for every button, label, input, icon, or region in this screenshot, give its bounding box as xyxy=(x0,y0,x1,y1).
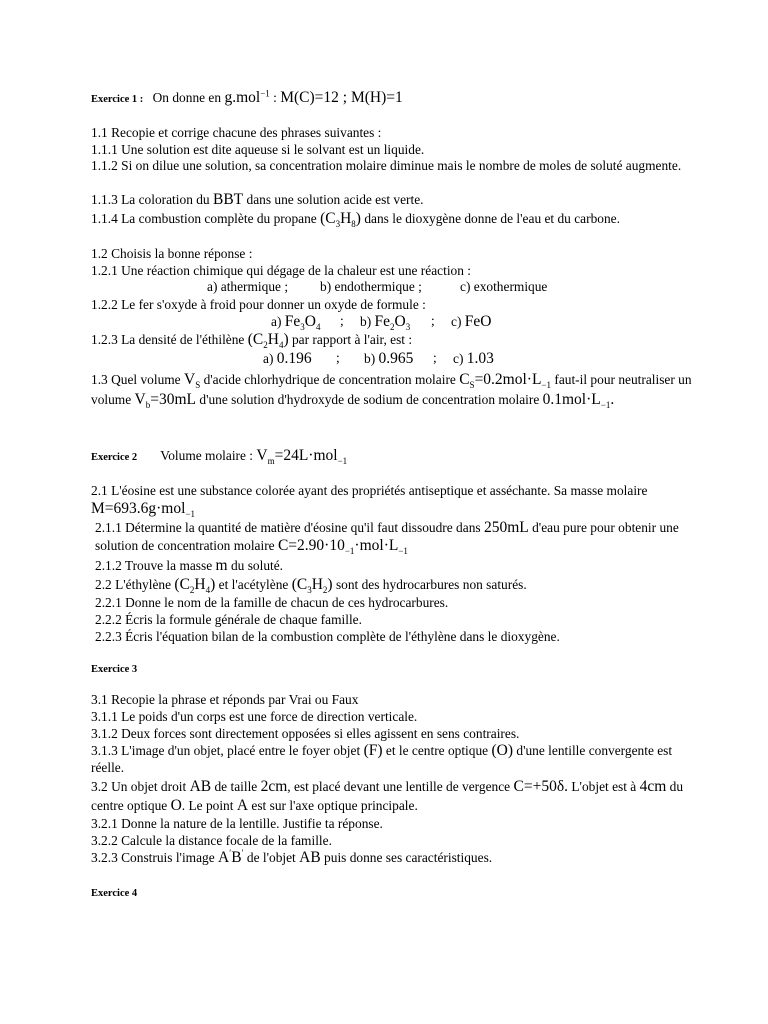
q2-2-text-a: 2.2 L'éthylène xyxy=(95,577,172,592)
q3-2-text-b: de taille xyxy=(214,779,258,794)
molar-volume: $V_m=24L\cdot mol_{-1}$ xyxy=(256,447,348,467)
q1-1-4-text-a: 1.1.4 La combustion complète du propane xyxy=(91,211,317,226)
q3-1-3-focus: (F) xyxy=(363,742,383,759)
q1-2-3-text-b: par rapport à l'air, est : xyxy=(291,332,413,347)
q1-2-3-sep-1: ; xyxy=(336,350,340,365)
exercise-4-title: Exercice 4 xyxy=(91,888,138,899)
q3-2-3-text-a: 3.2.3 Construis l'image xyxy=(91,850,215,865)
ex1-unit: g.mol xyxy=(224,89,261,106)
q3-1-3 xyxy=(91,742,708,776)
q1-2-3 xyxy=(91,331,708,351)
ethylene-formula-2: $(C_2H_4)$ xyxy=(174,576,216,596)
q3-2-3-object-ab: AB xyxy=(299,849,321,866)
q3-2-text-d: L'objet est à xyxy=(571,779,637,794)
q1-3-text-2: d'acide chlorhydrique de concentration molaire xyxy=(203,372,456,387)
q2-1-1 xyxy=(95,519,708,555)
q1-2-1-option-b: b) endothermique ; xyxy=(320,279,422,294)
q1-2-3-option-c: c) 1.03 xyxy=(453,350,494,367)
q3-2-distance: 4cm xyxy=(639,778,667,795)
q1-2-2: 1.2.2 Le fer s'oxyde à froid pour donner un oxyde de formule : xyxy=(91,297,426,312)
q1-1-3 xyxy=(91,191,708,208)
exercise-2-title: Exercice 2 xyxy=(91,452,138,463)
q3-2-3-text-c: puis donne ses caractéristiques. xyxy=(324,850,493,865)
q2-1-1-text-a: 2.1.1 Détermine la quantité de matière d'éosine qu'il faut dissoudre dans xyxy=(95,520,481,535)
q3-2-2: 3.2.2 Calcule la distance focale de la famille. xyxy=(91,833,332,848)
q1-1-heading: 1.1 Recopie et corrige chacune des phrases suivantes : xyxy=(91,125,382,140)
q1-2-3-text-a: 1.2.3 La densité de l'éthilène xyxy=(91,332,245,347)
q1-1-3-text-a: 1.1.3 La coloration du xyxy=(91,192,210,207)
q3-2-text-g: est sur l'axe optique principale. xyxy=(251,798,418,813)
ex1-intro: On donne en xyxy=(152,90,222,105)
q1-2-3-option-b: b) 0.965 xyxy=(364,350,414,367)
q1-2-2-option-c: c) FeO xyxy=(451,313,492,330)
acetylene-formula: $(C_3H_2)$ xyxy=(291,576,333,596)
q2-1-2-text-b: du soluté. xyxy=(230,558,284,573)
q2-2 xyxy=(95,576,708,596)
concentration-cs: $C_S=0.2mol\cdot L_{-1}$ xyxy=(459,371,551,391)
exercise-3-title: Exercice 3 xyxy=(91,664,138,675)
q3-1-3-text-b: et le centre optique xyxy=(385,743,489,758)
propane-formula: $(C_3H_8)$ xyxy=(320,210,361,230)
q2-2-text-c: sont des hydrocarbures non saturés. xyxy=(335,577,527,592)
q1-2-2-option-a: a) $Fe_3O_4$ xyxy=(271,313,321,333)
exercise-3-header xyxy=(91,659,708,678)
q1-1-3-text-b: dans une solution acide est verte. xyxy=(246,192,424,207)
q2-2-2: 2.2.2 Écris la formule générale de chaque famille. xyxy=(95,612,362,627)
q2-2-3: 2.2.3 Écris l'équation bilan de la combustion complète de l'éthylène dans le dioxygène. xyxy=(95,629,560,644)
q1-3 xyxy=(91,370,708,410)
volume-vb: $V_b=30mL$ xyxy=(134,391,197,411)
q3-2-3 xyxy=(91,849,708,866)
exercise-1-header xyxy=(91,89,708,108)
q1-1-4-text-b: dans le dioxygène donne de l'eau et du carbone. xyxy=(364,211,620,226)
q2-2-1: 2.2.1 Donne le nom de la famille de chacun de ces hydrocarbures. xyxy=(95,595,449,610)
q2-2-text-b: et l'acétylène xyxy=(218,577,289,592)
q1-2-2-sep-2: ; xyxy=(431,313,435,328)
exercise-1-title: Exercice 1 : xyxy=(91,94,144,105)
q1-2-1-option-a: a) athermique ; xyxy=(207,279,289,294)
ethylene-formula: $(C_2H_4)$ xyxy=(247,331,289,351)
q1-3-text-1: 1.3 Quel volume xyxy=(91,372,181,387)
q3-1-3-text-a: 3.1.3 L'image d'un objet, placé entre le foyer objet xyxy=(91,743,361,758)
q3-1-3-optical-center: (O) xyxy=(491,742,514,759)
q3-2 xyxy=(91,777,708,815)
q3-2-point-a: A xyxy=(236,797,249,814)
image-ab-prime: A′B′ xyxy=(218,847,244,866)
q1-2-2-sep-1: ; xyxy=(340,313,344,328)
q3-1-2: 3.1.2 Deux forces sont directement opposées si elles agissent en sens contraires. xyxy=(91,726,520,741)
q1-2-1-option-c: c) exothermique xyxy=(460,279,548,294)
q1-1-4 xyxy=(91,210,708,230)
q3-2-3-text-b: de l'objet xyxy=(246,850,296,865)
q3-2-size: 2cm xyxy=(260,778,288,795)
concentration-c: $0.1mol\cdot L_{-1}$. xyxy=(542,391,615,411)
exercise-2-header xyxy=(91,447,708,466)
ex1-colon: : xyxy=(269,90,277,105)
q2-1-2 xyxy=(95,557,708,574)
q3-1-1: 3.1.1 Le poids d'un corps est une force de direction verticale. xyxy=(91,709,418,724)
ex2-label: Volume molaire : xyxy=(160,448,254,463)
exercise-4-header xyxy=(91,883,708,902)
q3-2-object-ab: AB xyxy=(189,778,212,795)
q3-2-center-o: O xyxy=(170,797,182,814)
molar-mass: M=693.6g·mol$_{-1}$ xyxy=(91,500,196,520)
q3-2-text-c: , est placé devant une lentille de vergence xyxy=(287,779,511,794)
q1-1-3-bbt: BBT xyxy=(213,191,244,208)
q1-2-2-option-b: b) $Fe_2O_3$ xyxy=(360,313,411,333)
ex1-unit-exponent: −1 xyxy=(260,88,270,99)
q3-2-1: 3.2.1 Donne la nature de la lentille. Justifie ta réponse. xyxy=(91,816,383,831)
q2-1 xyxy=(91,482,708,518)
q1-1-2: 1.1.2 Si on dilue une solution, sa concentration molaire diminue mais le nombre de moles de soluté augmente. xyxy=(91,158,682,173)
volume-vs: $V_S$ xyxy=(184,371,201,391)
q2-1-1-volume: 250mL xyxy=(483,519,529,536)
q1-3-text-3: faut-il pour neutraliser un volume xyxy=(91,372,692,407)
q2-1-2-text-a: 2.1.2 Trouve la masse xyxy=(95,558,213,573)
q2-1-2-mass: m xyxy=(215,557,228,574)
q1-2-3-option-a: a) 0.196 xyxy=(263,350,312,367)
ex1-masses: M(C)=12 ; M(H)=1 xyxy=(280,89,403,106)
q3-2-text-e: du centre optique xyxy=(91,779,684,813)
q3-2-text-f: . Le point xyxy=(181,798,234,813)
q3-2-vergence: C=+50δ. xyxy=(513,778,568,795)
q2-1-text: 2.1 L'éosine est une substance colorée ayant des propriétés antiseptique et asséchante. Sa masse molaire xyxy=(91,483,648,498)
q1-1-1: 1.1.1 Une solution est dite aqueuse si le solvant est un liquide. xyxy=(91,142,425,157)
q1-2-heading: 1.2 Choisis la bonne réponse : xyxy=(91,246,253,261)
q3-2-text-a: 3.2 Un objet droit xyxy=(91,779,187,794)
q1-3-text-4: d'une solution d'hydroxyde de sodium de concentration molaire xyxy=(199,392,540,407)
q3-1-3-text-c: d'une lentille convergente est réelle. xyxy=(91,743,673,775)
q2-1-1-text-b: d'eau pure pour obtenir une solution de concentration molaire xyxy=(95,520,679,553)
q2-1-1-concentration: $C=2.90\cdot 10_{-1}\cdot mol\cdot L_{-1}$ xyxy=(277,537,408,557)
q3-1-heading: 3.1 Recopie la phrase et réponds par Vrai ou Faux xyxy=(91,692,359,707)
q1-2-3-sep-2: ; xyxy=(433,350,437,365)
q1-2-1: 1.2.1 Une réaction chimique qui dégage de la chaleur est une réaction : xyxy=(91,263,471,278)
